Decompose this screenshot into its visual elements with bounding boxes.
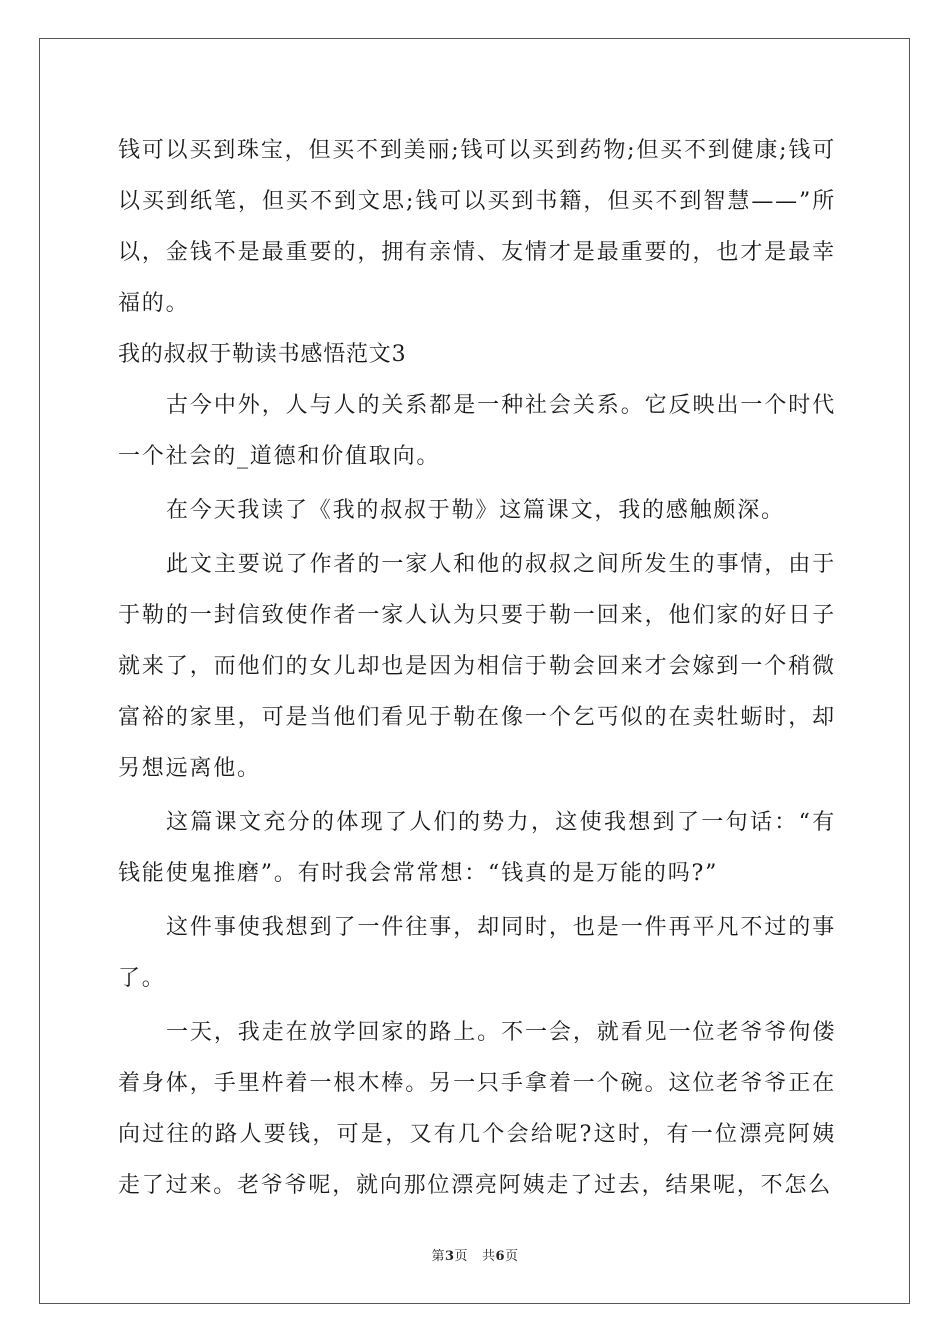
footer-prefix: 第 <box>431 1249 445 1264</box>
paragraph: 这篇课文充分的体现了人们的势力，这使我想到了一句话：“有钱能使鬼推磨”。有时我会常常想：“钱真的是万能的吗?” <box>118 810 836 886</box>
section-heading: 我的叔叔于勒读书感悟范文3 <box>118 342 407 367</box>
paragraph: 这件事使我想到了一件往事，却同时，也是一件再平凡不过的事了。 <box>118 915 836 991</box>
paragraph-continuation: 钱可以买到珠宝，但买不到美丽;钱可以买到药物;但买不到健康;钱可以买到纸笔，但买不到文思;钱可以买到书籍，但买不到智慧——”所以，金钱不是最重要的，拥有亲情、友情才是最重要的，也才是最幸福的。 <box>118 138 836 316</box>
footer-page-word: 页 <box>454 1249 469 1264</box>
paragraph: 此文主要说了作者的一家人和他的叔叔之间所发生的事情，由于于勒的一封信致使作者一家人认为只要于勒一回来，他们家的好日子就来了，而他们的女儿却也是因为相信于勒会回来才会嫁到一个稍微富裕的家里，可是当他们看见于勒在像一个乞丐似的在卖牡蛎时，却另想远离他。 <box>118 552 836 781</box>
page-footer <box>0 1245 950 1264</box>
footer-total-suffix: 页 <box>505 1249 519 1264</box>
footer-total-pages: 6 <box>495 1249 506 1264</box>
document-body <box>118 125 836 1211</box>
paragraph: 古今中外，人与人的关系都是一种社会关系。它反映出一个时代一个社会的_道德和价值取向。 <box>118 393 836 469</box>
footer-current-page: 3 <box>444 1249 455 1264</box>
paragraph: 一天，我走在放学回家的路上。不一会，就看见一位老爷爷佝偻着身体，手里杵着一根木棒。另一只手拿着一个碗。这位老爷爷正在向过往的路人要钱，可是，又有几个会给呢?这时，有一位漂亮阿姨走了过来。老爷爷呢，就向那位漂亮阿姨走了过去，结果呢，不怎么 <box>118 1020 836 1198</box>
paragraph: 在今天我读了《我的叔叔于勒》这篇课文，我的感触颇深。 <box>166 498 785 523</box>
footer-total-prefix: 共 <box>481 1249 496 1264</box>
